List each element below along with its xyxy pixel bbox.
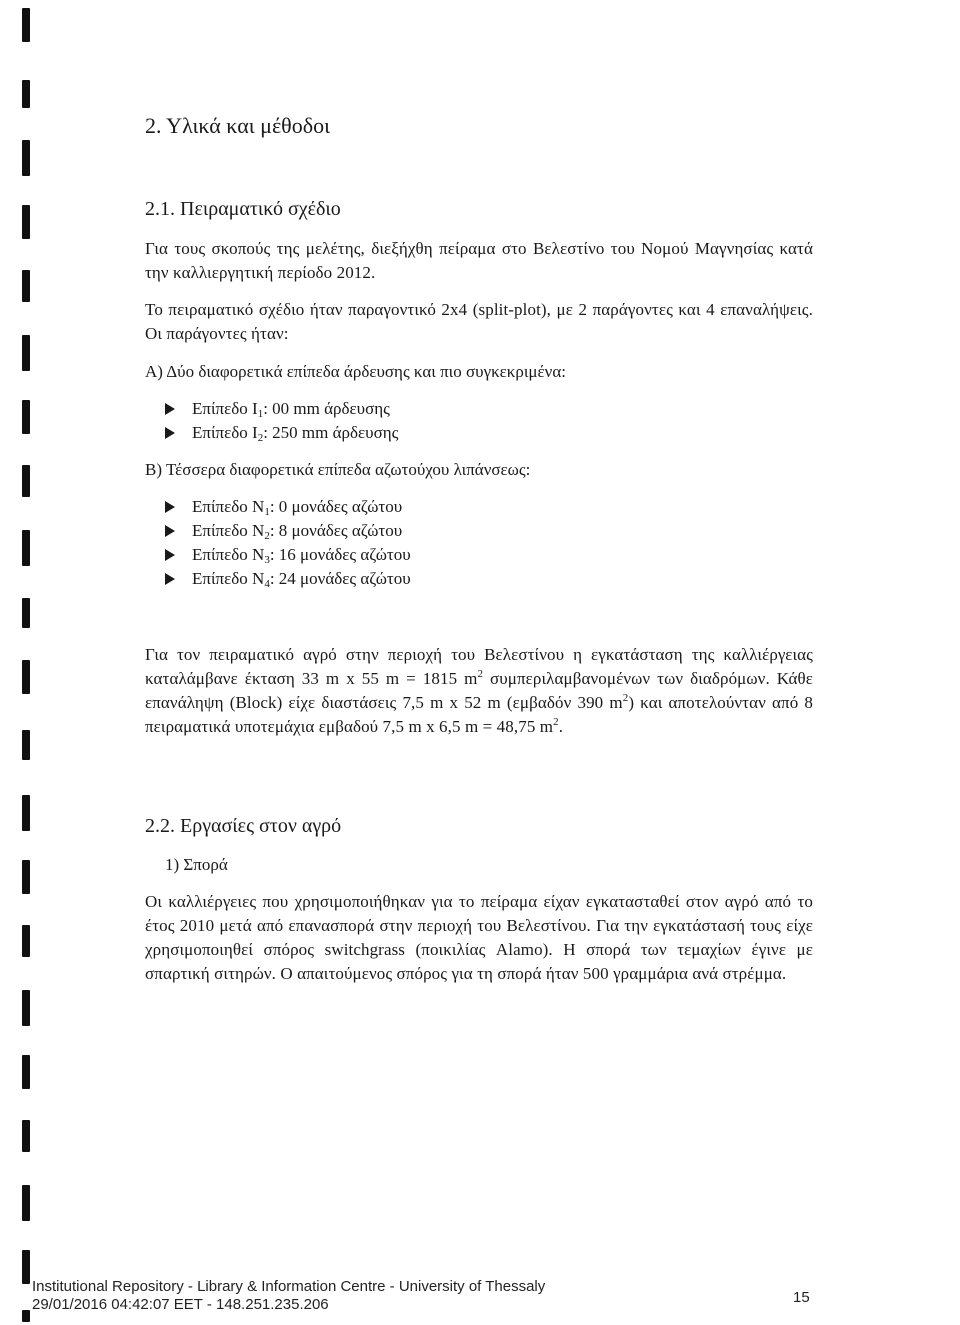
arrow-bullet-icon: [165, 501, 175, 513]
sowing-heading: 1) Σπορά: [165, 855, 228, 874]
repository-footer: [32, 1278, 545, 1314]
list-item: Επίπεδο $I_1$: 00 mm άρδευσης: [165, 397, 390, 421]
factor-a-label: Α) Δύο διαφορετικά επίπεδα άρδευσης και πιο συγκεκριμένα:: [145, 362, 566, 381]
footer-repository-line: Institutional Repository - Library & Information Centre - University of Thessaly: [32, 1278, 546, 1295]
page-number: 15: [793, 1289, 810, 1306]
list-item: Επίπεδο $I_2$: 250 mm άρδευσης: [165, 421, 398, 445]
subsection-heading-field-work: 2.2. Εργασίες στον αγρό: [145, 815, 342, 837]
section-heading: 2. Υλικά και μέθοδοι: [145, 113, 331, 138]
factor-b-label: Β) Τέσσερα διαφορετικά επίπεδα αζωτούχου λιπάνσεως:: [145, 460, 531, 479]
field-paragraph: Για τον πειραματικό αγρό στην περιοχή του Βελεστίνου η εγκατάσταση της καλλιέργειας καταλάμβανε έκταση 33 m x 55 m = 1815 $m^2$ συμπεριλαμβανομένων των διαδρόμων. Κάθε επανάληψη (Block) είχε διαστάσεις 7,5 m x 52 m (εμβαδόν 390 $m^2$) και αποτελούνταν από 8 πειραματικά υποτεμάχια εμβαδού 7,5 m x 6,5 m = 48,75 $m^2$.: [145, 645, 813, 736]
arrow-bullet-icon: [165, 573, 175, 585]
intro-paragraph: Για τους σκοπούς της μελέτης, διεξήχθη πείραμα στο Βελεστίνο του Νομού Μαγνησίας κατά την καλλιεργητική περίοδο 2012.: [145, 239, 813, 282]
arrow-bullet-icon: [165, 549, 175, 561]
scan-binding-marks: [0, 0, 40, 1325]
list-item: Επίπεδο $N_2$: 8 μονάδες αζώτου: [165, 519, 402, 543]
list-item: Επίπεδο $N_4$: 24 μονάδες αζώτου: [165, 567, 411, 591]
design-paragraph: Το πειραματικό σχέδιο ήταν παραγοντικό 2x4 (split-plot), με 2 παράγοντες και 4 επαναλήψεις. Οι παράγοντες ήταν:: [145, 300, 813, 343]
arrow-bullet-icon: [165, 525, 175, 537]
arrow-bullet-icon: [165, 427, 175, 439]
list-item: Επίπεδο $N_1$: 0 μονάδες αζώτου: [165, 495, 402, 519]
footer-timestamp-line: 29/01/2016 04:42:07 EET - 148.251.235.206: [32, 1296, 329, 1313]
sowing-paragraph: Οι καλλιέργειες που χρησιμοποιήθηκαν για το πείραμα είχαν εγκατασταθεί στον αγρό από το έτος 2010 μετά από επανασπορά στην περιοχή του Βελεστίνου. Για την εγκατάστασή τους είχε χρησιμοποιηθεί σπόρος switchgrass (ποικιλίας Alamo). Η σπορά των τεμαχίων έγινε με σπαρτική σιτηρών. Ο απαιτούμενος σπόρος για τη σπορά ήταν 500 γραμμάρια ανά στρέμμα.: [145, 892, 813, 983]
arrow-bullet-icon: [165, 403, 175, 415]
list-item: Επίπεδο $N_3$: 16 μονάδες αζώτου: [165, 543, 411, 567]
subsection-heading-experimental-design: 2.1. Πειραματικό σχέδιο: [145, 198, 341, 220]
